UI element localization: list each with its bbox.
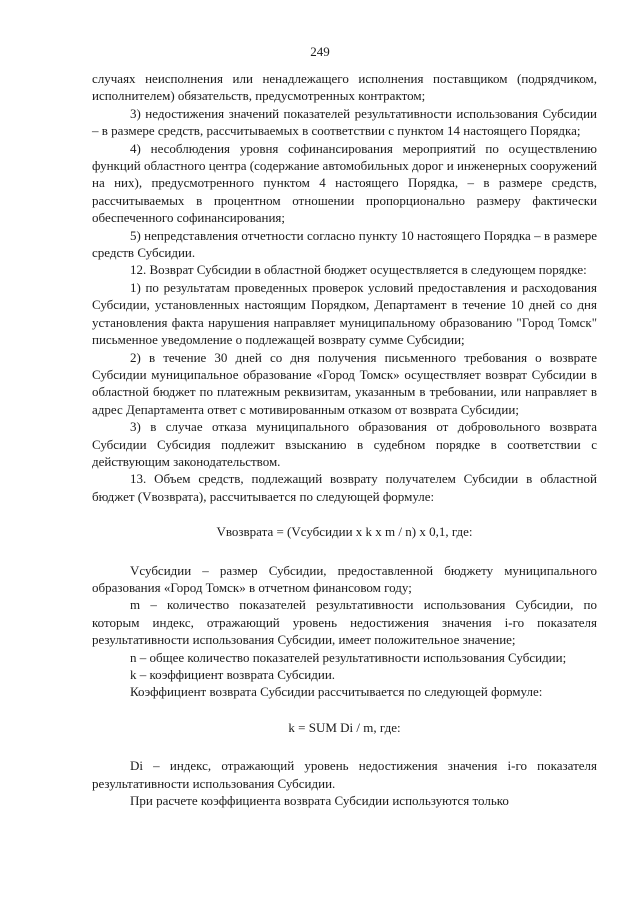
paragraph-item-3: 3) недостижения значений показателей результативности использования Субсидии – в размере средств, рассчитываемых в соответствии с пунктом 14 настоящего Порядка;: [92, 105, 597, 139]
paragraph-continuation: случаях неисполнения или ненадлежащего исполнения поставщиком (подрядчиком, исполнителем) обязательств, предусмотренных контрактом;: [92, 71, 597, 104]
paragraph-item-5: 5) непредставления отчетности согласно пункту 10 настоящего Порядка – в размере средств Субсидии.: [92, 227, 597, 261]
definition-n: n – общее количество показателей результативности использования Субсидии;: [130, 649, 567, 665]
paragraph-clause-12: 12. Возврат Субсидии в областной бюджет осуществляется в следующем порядке:: [130, 262, 587, 278]
paragraph-clause-13: 13. Объем средств, подлежащий возврату получателем Субсидии в областной бюджет (Vвозврата), рассчитывается по следующей формуле:: [92, 471, 597, 504]
paragraph-clause-12-item-1: 1) по результатам проведенных проверок условий предоставления и расходования Субсидии, установленных настоящим Порядком, Департамент в течение 10 дней со дня установления факта нарушения направляет муниципальному образованию "Город Томск" письменное уведомление о подлежащей возврату сумме Субсидии;: [92, 279, 597, 348]
paragraph-final-partial: При расчете коэффициента возврата Субсидии используются только: [130, 793, 509, 809]
definition-v-subsidy: Vсубсидии – размер Субсидии, предоставленной бюджету муниципального образования «Город Томск» в отчетном финансовом году;: [92, 562, 597, 595]
formula-k: k = SUM Di / m, где:: [288, 719, 401, 735]
paragraph-clause-12-item-3: 3) в случае отказа муниципального образования от добровольного возврата Субсидии Субсидия подлежит взысканию в судебном порядке в соответствии с действующим законодательством.: [92, 419, 597, 469]
definition-m: m – количество показателей результативности использования Субсидии, по которым индекс, отражающий уровень недостижения значения i-го показателя результативности использования Субсидии, имеет положительное значение;: [92, 597, 597, 648]
definition-k: k – коэффициент возврата Субсидии.: [130, 667, 336, 682]
formula-v-return: Vвозврата = (Vсубсидии x k x m / n) x 0,1, где:: [216, 524, 473, 540]
paragraph-item-4: 4) несоблюдения уровня софинансирования мероприятий по осуществлению функций областного центра (содержание автомобильных дорог и инженерных сооружений на них), предусмотренного пунктом 4 настоящего Порядка, – в размере средств, рассчитываемых в процентном отношении пропорционально размеру фактически обеспеченного софинансирования;: [92, 140, 597, 226]
paragraph-clause-12-item-2: 2) в течение 30 дней со дня получения письменного требования о возврате Субсидии муниципальное образование «Город Томск» осуществляет возврат Субсидии в областной бюджет по платежным реквизитам, указанным в требовании, или направляет в адрес Департамента ответ с мотивированным отказом от возврата Субсидии;: [92, 349, 597, 417]
document-body: [92, 70, 597, 809]
paragraph-coefficient-intro: Коэффициент возврата Субсидии рассчитывается по следующей формуле:: [130, 684, 543, 700]
page-number: 249: [310, 44, 330, 59]
definition-di: Di – индекс, отражающий уровень недостижения значения i-го показателя результативности использования Субсидии.: [92, 758, 597, 791]
